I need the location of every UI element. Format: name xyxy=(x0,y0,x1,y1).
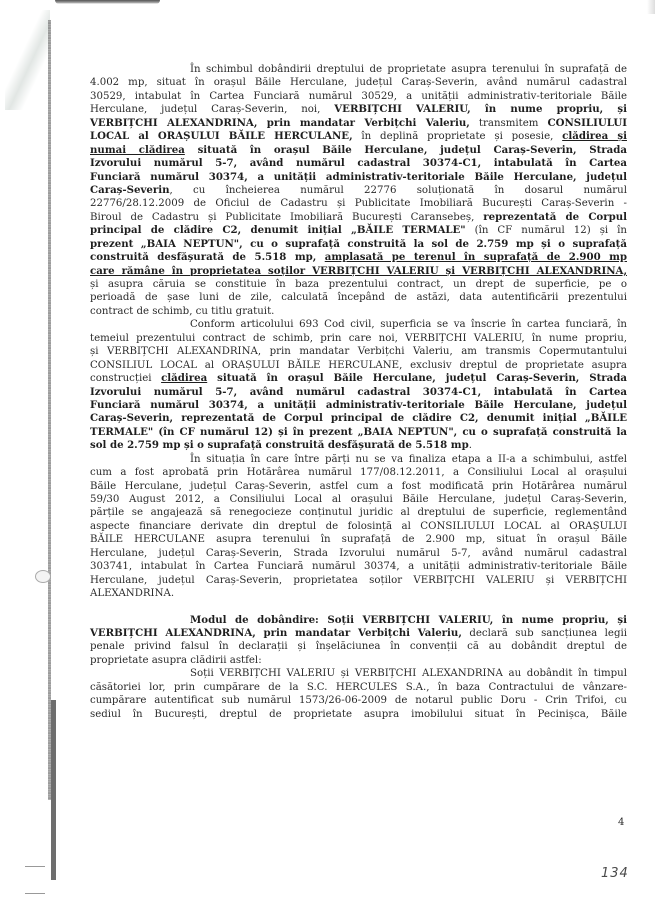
text-line xyxy=(90,466,627,479)
text-line xyxy=(90,533,627,546)
text-line xyxy=(90,520,627,533)
text-line xyxy=(90,694,627,707)
text-segment: . xyxy=(468,440,472,452)
text-segment: 303741, intabulat în Cartea Funciară numărul 30374, a unității administrativ-teritoriale Băile xyxy=(90,561,627,573)
text-segment: penale privind falsul în declarații și înșelăciunea în convenții că au dobândit dreptul de xyxy=(90,641,627,653)
bold-text: Funciară numărul 30374, a unității administrativ-teritoriale Băile Herculane, județul xyxy=(90,170,627,183)
bold-text: principal de clădire C2, denumit inițial „BĂILE TERMALE" xyxy=(90,224,466,237)
text-line xyxy=(90,144,627,157)
text-segment: cumpărare autentificat sub numărul 1573/26-06-2009 de notarul public Doru - Crin Trifoi, cu xyxy=(90,695,627,707)
text-segment: perioadă de șase luni de zile, calculată începând de astăzi, data autentificării prezentului xyxy=(90,292,627,304)
underlined-bold-text: numai clădirea xyxy=(90,143,185,156)
text-line xyxy=(90,453,627,466)
text-segment: 22776/28.12.2009 de Oficiul de Cadastru și Publicitate Imobiliară București Caraș-Severin - xyxy=(90,198,627,210)
text-line xyxy=(90,332,627,345)
text-line xyxy=(90,157,627,170)
handwritten-folio-number: 134 xyxy=(601,866,629,881)
bold-text: Izvorului numărul 5-7, având numărul cadastral 30374-C1, intabulată în Cartea xyxy=(90,157,627,170)
text-segment: 59/30 August 2012, a Consiliului Local al orașului Băile Herculane, județul Caraș-Severin, xyxy=(90,494,627,505)
bold-text: construită desfășurată de 5.518 mp, xyxy=(90,251,325,264)
text-line xyxy=(90,399,627,412)
text-segment: căsătoriei lor, prin cumpărare de la S.C. HERCULES S.A., în baza Contractului de vânzare- xyxy=(90,681,627,693)
text-line xyxy=(90,238,627,251)
text-line xyxy=(90,587,627,600)
text-line xyxy=(90,76,627,89)
text-line xyxy=(90,708,627,721)
text-line xyxy=(90,305,627,318)
text-line xyxy=(90,359,627,372)
text-line xyxy=(90,224,627,237)
text-line xyxy=(90,184,627,197)
page-number: 4 xyxy=(618,817,625,828)
bold-text: LOCAL al ORAȘULUI BĂILE HERCULANE, xyxy=(90,130,353,143)
text-line xyxy=(90,130,627,143)
document-page xyxy=(90,63,627,721)
bold-text: Caraș-Severin xyxy=(90,183,170,196)
text-line xyxy=(90,197,627,210)
bold-text: sol de 2.759 mp și o suprafață construită desfășurată de 5.518 mp xyxy=(90,439,469,452)
text-segment: sediul în București, dreptul de proprietate asupra imobilului situat în Pecinișca, Băile xyxy=(90,708,627,720)
text-line xyxy=(90,506,627,519)
text-segment: aspecte financiare derivate din dreptul de folosință al CONSILIULUI LOCAL al ORAȘULUI xyxy=(90,520,627,532)
text-line xyxy=(90,667,627,680)
text-segment: BĂILE HERCULANE asupra terenului în suprafață de 2.900 mp, situat în orașul Băile xyxy=(90,534,627,546)
text-line xyxy=(90,560,627,573)
page-binding-edge-dark xyxy=(51,700,56,880)
bold-text: Caraș-Severin, reprezentată de Corpul principal de clădire C2, denumit inițial „BĂILE xyxy=(90,412,627,425)
text-segment: , cu încheierea numărul 22776 soluționată în dosarul numărul xyxy=(169,184,627,196)
text-segment: Biroul de Cadastru și Publicitate Imobiliară București Caransebeș, xyxy=(90,211,484,223)
text-line xyxy=(90,614,627,627)
underlined-bold-text: care rămâne în proprietatea soților VERBIȚCHI VALERIU și VERBIȚCHI ALEXANDRINA, xyxy=(90,264,627,277)
text-segment: ALEXANDRINA. xyxy=(90,588,175,600)
bold-text: VERBIȚCHI ALEXANDRINA, prin mandatar Verbițchi Valeriu, xyxy=(90,626,462,639)
text-segment: CONSILIUL LOCAL al ORAȘULUI BĂILE HERCULANE, exclusiv dreptul de proprietate asupra xyxy=(90,359,627,371)
text-segment: transmitem xyxy=(469,117,548,129)
text-segment: construcției xyxy=(90,373,162,385)
paragraph-p4 xyxy=(90,614,627,668)
margin-tick-mark xyxy=(25,893,45,894)
text-line xyxy=(90,654,627,667)
bold-text: situată în orașul Băile Herculane, județul Caraș-Severin, Strada xyxy=(207,372,627,385)
text-segment: cum a fost aprobată prin Hotărârea numărul 177/08.12.2011, a Consiliului Local al orașului xyxy=(90,467,627,479)
underlined-bold-text: clădirea xyxy=(161,372,208,385)
text-line xyxy=(90,493,627,506)
text-segment: Băile Herculane, județul Caraș-Severin, astfel cum a fost modificată prin Hotărârea numărul xyxy=(90,480,627,492)
text-segment: În situația în care între părți nu se va finaliza etapa a II-a a schimbului, astfel xyxy=(190,453,627,465)
bold-text: TERMALE" (în CF numărul 12) și în prezent „BAIA NEPTUN", cu o suprafață construită la xyxy=(90,425,627,438)
text-line xyxy=(90,211,627,224)
text-segment: și VERBIȚCHI ALEXANDRINA, prin mandatar Verbițchi Valeriu, am transmis Copermutantului xyxy=(90,346,627,358)
text-segment: 30529, intabulat în Cartea Funciară numărul 30529, a unității administrativ-teritoriale Băile xyxy=(90,90,627,102)
scan-corner-artifact xyxy=(647,0,655,14)
text-segment: proprietate asupra clădirii astfel: xyxy=(90,654,262,666)
text-line xyxy=(90,681,627,694)
text-line xyxy=(90,103,627,116)
underlined-bold-text: clădirea și xyxy=(562,130,627,143)
text-line xyxy=(90,386,627,399)
text-line xyxy=(90,547,627,560)
text-line xyxy=(90,372,627,385)
text-line xyxy=(90,640,627,653)
text-segment: Herculane, județul Caraș-Severin, Strada Izvorului numărul 5-7, având numărul cadastral xyxy=(90,547,627,559)
paragraph-p5 xyxy=(90,667,627,721)
text-segment: părțile se angajează să renegocieze conținutul juridic al dreptului de superficie, reglementând xyxy=(90,507,627,519)
text-segment: În schimbul dobândirii dreptului de proprietate asupra terenului în suprafață de xyxy=(190,64,627,75)
text-line xyxy=(90,291,627,304)
bold-text: Funciară numărul 30374, a unității administrativ-teritoriale Băile Herculane, județul xyxy=(90,398,627,411)
text-line xyxy=(90,117,627,130)
page-binding-edge xyxy=(48,20,51,800)
text-line xyxy=(90,412,627,425)
text-segment: (în CF numărul 12) și în xyxy=(465,225,627,237)
text-segment: Herculane, județul Caraș-Severin, noi, xyxy=(90,104,335,116)
text-segment: Herculane, județul Caraș-Severin, proprietatea soților VERBIȚCHI VALERIU și VERBIȚCHI xyxy=(90,574,627,586)
scan-fold-artifact xyxy=(5,10,50,110)
text-segment: și asupra căruia se constituie în baza prezentului contract, un drept de superficie, pe o xyxy=(90,279,627,290)
text-segment: Conform articolului 693 Cod civil, superficia se va înscrie în cartea funciară, în xyxy=(190,319,627,331)
text-line xyxy=(90,627,627,640)
text-line xyxy=(90,171,627,184)
bold-text: VERBIȚCHI ALEXANDRINA, prin mandatar Verbițchi Valeriu, xyxy=(90,116,470,129)
text-line xyxy=(90,278,627,291)
text-line xyxy=(90,265,627,278)
bold-text: Modul de dobândire: Soții VERBIȚCHI VALERIU, în nume propriu, și xyxy=(190,613,627,626)
text-line xyxy=(90,90,627,103)
bold-text: VERBIȚCHI VALERIU, în nume propriu, și xyxy=(334,103,627,116)
margin-tick-mark xyxy=(25,866,45,867)
text-line xyxy=(90,480,627,493)
text-line xyxy=(90,426,627,439)
bold-text: situată în orașul Băile Herculane, județul Caraș-Severin, Strada xyxy=(184,143,627,156)
text-segment: declară sub sancțiunea legii xyxy=(461,627,627,639)
text-line xyxy=(90,439,627,452)
underlined-bold-text: amplasată pe terenul în suprafață de 2.900 mp xyxy=(324,251,628,264)
text-line xyxy=(90,345,627,358)
text-segment: 4.002 mp, situat în orașul Băile Herculane, județul Caraș-Severin, având numărul cadastral xyxy=(90,77,627,89)
text-line xyxy=(90,63,627,76)
text-segment: contract de schimb, cu titlu gratuit. xyxy=(90,305,275,317)
text-line xyxy=(90,318,627,331)
scan-edge-shadow xyxy=(55,0,160,4)
paragraph-p3 xyxy=(90,453,627,601)
bold-text: CONSILIULUI xyxy=(547,116,627,129)
staple-hole-mark xyxy=(35,570,51,583)
paragraph-p2 xyxy=(90,318,627,452)
bold-text: prezent „BAIA NEPTUN", cu o suprafață construită la sol de 2.759 mp și o suprafață xyxy=(90,237,627,250)
bold-text: Izvorului numărul 5-7, având numărul cadastral 30374-C1, intabulată în Cartea xyxy=(90,385,627,398)
bold-text: reprezentată de Corpul xyxy=(483,210,627,223)
text-line xyxy=(90,574,627,587)
text-segment: temeiul prezentului contract de schimb, prin care noi, VERBIȚCHI VALERIU, în nume propriu, xyxy=(90,332,627,344)
text-line xyxy=(90,251,627,264)
text-segment: Soții VERBIȚCHI VALERIU și VERBIȚCHI ALEXANDRINA au dobândit în timpul xyxy=(190,668,627,680)
text-segment: în deplină proprietate și posesie, xyxy=(352,131,563,143)
paragraph-p1 xyxy=(90,63,627,318)
